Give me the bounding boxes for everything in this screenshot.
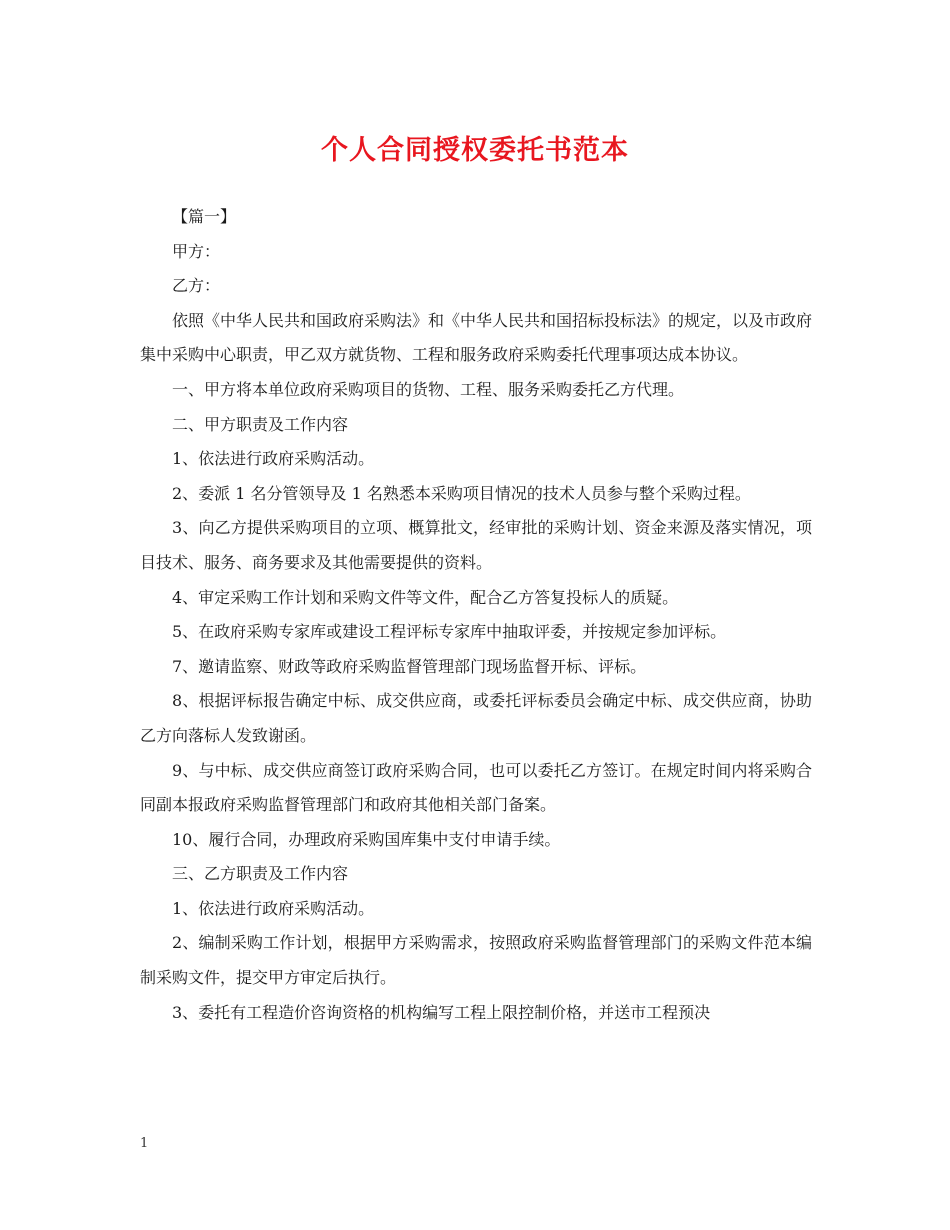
paragraph: 三、乙方职责及工作内容 xyxy=(172,864,349,884)
party-b-line: 乙方： xyxy=(172,276,221,296)
document-body xyxy=(140,200,812,1030)
document-title: 个人合同授权委托书范本 xyxy=(321,135,629,166)
page-number: 1 xyxy=(140,1136,149,1151)
paragraph: 一、甲方将本单位政府采购项目的货物、工程、服务采购委托乙方代理。 xyxy=(172,379,685,399)
paragraph: 2、编制采购工作计划，根据甲方采购需求，按照政府采购监督管理部门的采购文件范本编制采购文件，提交甲方审定后执行。 xyxy=(140,933,812,988)
section-heading: 【篇一】 xyxy=(172,207,237,226)
paragraph: 8、根据评标报告确定中标、成交供应商，或委托评标委员会确定中标、成交供应商，协助乙方向落标人发致谢函。 xyxy=(140,691,812,745)
paragraph: 2、委派 1 名分管领导及 1 名熟悉本采购项目情况的技术人员参与整个采购过程。 xyxy=(172,483,751,503)
paragraph: 依照《中华人民共和国政府采购法》和《中华人民共和国招标投标法》的规定，以及市政府集中采购中心职责，甲乙双方就货物、工程和服务政府采购委托代理事项达成本协议。 xyxy=(140,310,813,365)
paragraph: 3、委托有工程造价咨询资格的机构编写工程上限控制价格，并送市工程预决 xyxy=(172,1002,711,1022)
paragraph: 1、依法进行政府采购活动。 xyxy=(172,898,375,918)
paragraph: 1、依法进行政府采购活动。 xyxy=(172,449,375,469)
paragraph: 二、甲方职责及工作内容 xyxy=(172,414,349,434)
paragraph: 4、审定采购工作计划和采购文件等文件，配合乙方答复投标人的质疑。 xyxy=(172,587,679,607)
paragraph: 3、向乙方提供采购项目的立项、概算批文，经审批的采购计划、资金来源及落实情况，项目技术、服务、商务要求及其他需要提供的资料。 xyxy=(140,518,812,572)
paragraph: 5、在政府采购专家库或建设工程评标专家库中抽取评委，并按规定参加评标。 xyxy=(172,622,727,642)
paragraph: 9、与中标、成交供应商签订政府采购合同，也可以委托乙方签订。在规定时间内将采购合同副本报政府采购监督管理部门和政府其他相关部门备案。 xyxy=(140,760,812,815)
paragraph: 7、邀请监察、财政等政府采购监督管理部门现场监督开标、评标。 xyxy=(172,656,647,676)
party-a-line: 甲方： xyxy=(172,241,221,261)
paragraph: 10、履行合同，办理政府采购国库集中支付申请手续。 xyxy=(172,829,561,849)
